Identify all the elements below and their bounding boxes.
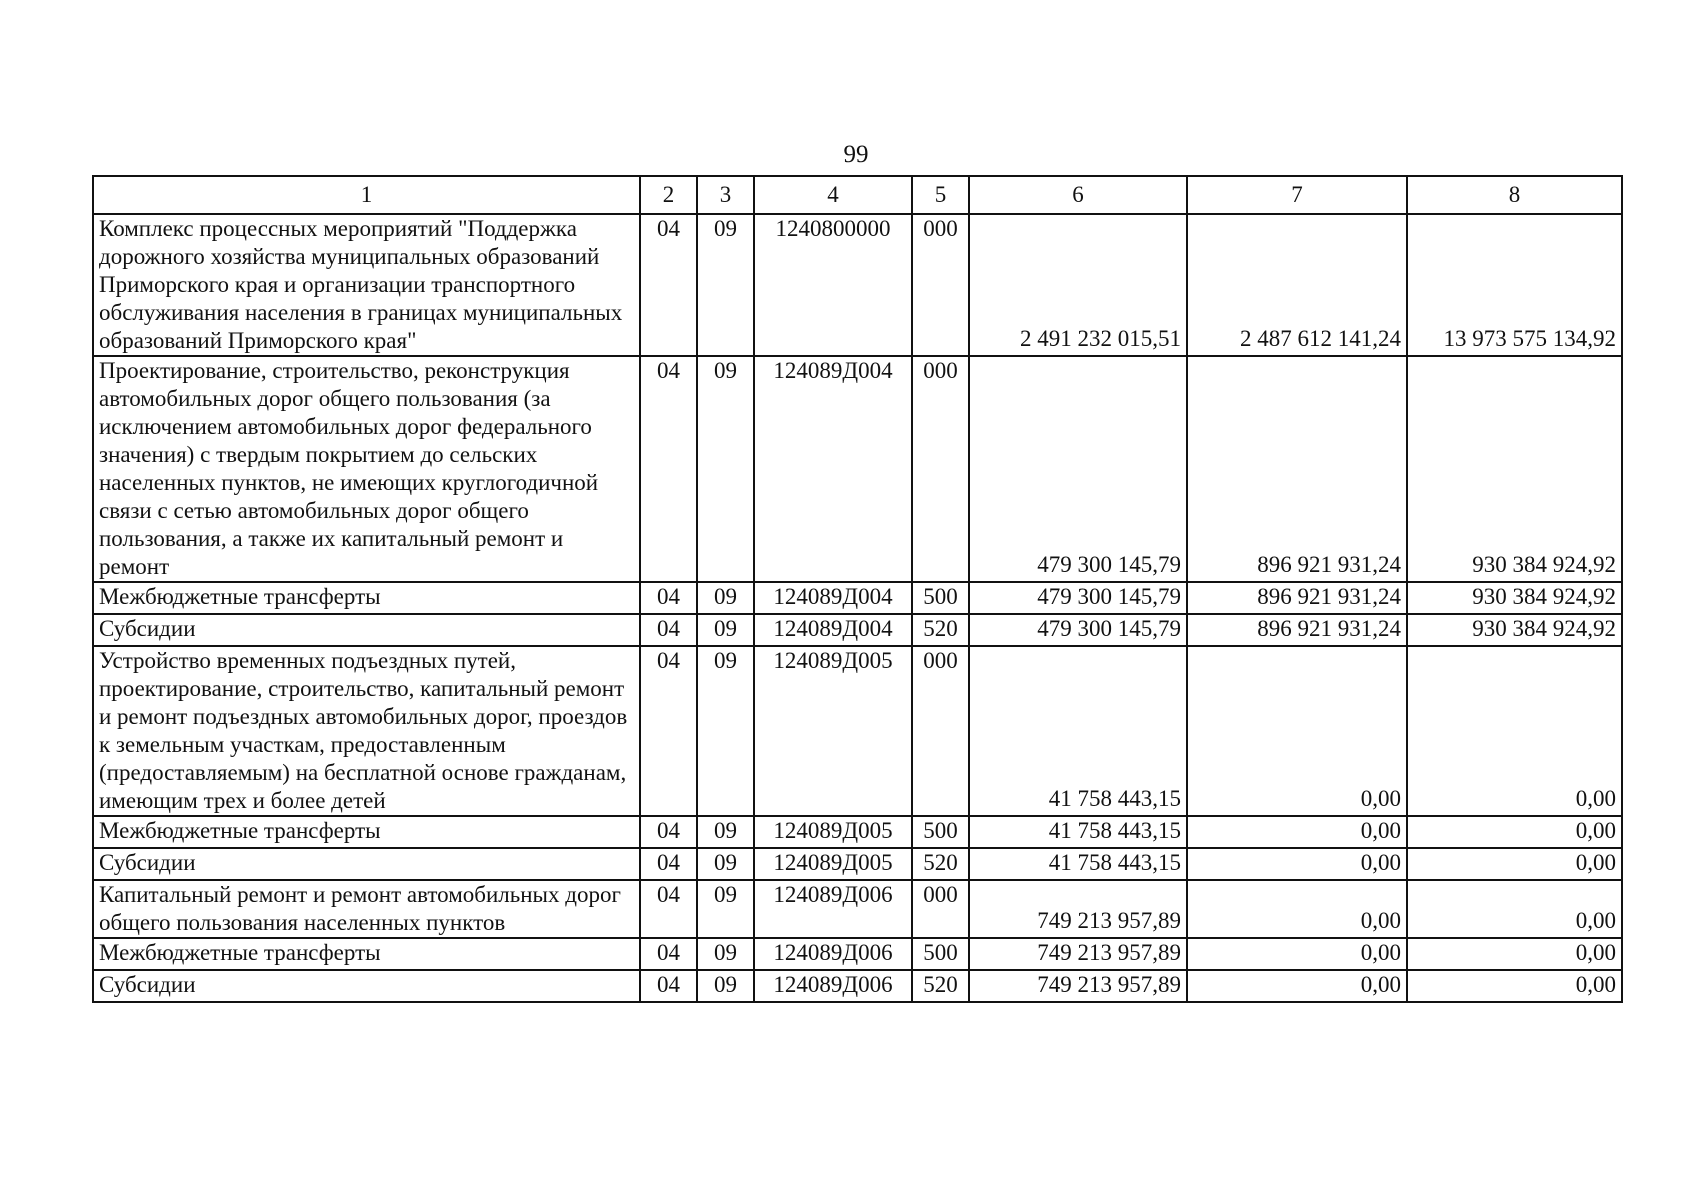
amount-col-8: 0,00 [1407, 938, 1622, 970]
expense-type-code: 000 [912, 214, 969, 356]
row-name: Проектирование, строительство, реконструкция автомобильных дорог общего пользования (за исключением автомобильных дорог федерального значения) с твердым покрытием до сельских населенных пунктов, не имеющих круглогодичной связи с сетью автомобильных дорог общего пользования, а также их капитальный ремонт и ремонт [93, 356, 640, 582]
expense-type-code: 500 [912, 938, 969, 970]
amount-col-8: 0,00 [1407, 970, 1622, 1002]
amount-col-7: 896 921 931,24 [1187, 614, 1407, 646]
page-number: 99 [843, 141, 869, 168]
row-name: Капитальный ремонт и ремонт автомобильных дорог общего пользования населенных пунктов [93, 880, 640, 938]
row-name: Межбюджетные трансферты [93, 582, 640, 614]
section-code: 04 [640, 214, 697, 356]
table-row [93, 356, 1622, 582]
amount-col-8: 0,00 [1407, 848, 1622, 880]
section-code: 04 [640, 356, 697, 582]
header-col-2: 2 [640, 176, 697, 214]
amount-col-7: 0,00 [1187, 848, 1407, 880]
amount-col-8: 0,00 [1407, 646, 1622, 816]
subsection-code: 09 [697, 646, 754, 816]
header-row [93, 176, 1622, 214]
amount-col-8: 930 384 924,92 [1407, 356, 1622, 582]
amount-col-6: 41 758 443,15 [969, 848, 1187, 880]
amount-col-8: 13 973 575 134,92 [1407, 214, 1622, 356]
amount-col-7: 0,00 [1187, 646, 1407, 816]
header-col-8: 8 [1407, 176, 1622, 214]
expense-type-code: 000 [912, 880, 969, 938]
subsection-code: 09 [697, 356, 754, 582]
amount-col-7: 0,00 [1187, 816, 1407, 848]
expense-type-code: 000 [912, 646, 969, 816]
table-row [93, 848, 1622, 880]
target-article-code: 124089Д006 [754, 938, 912, 970]
amount-col-6: 479 300 145,79 [969, 582, 1187, 614]
target-article-code: 124089Д004 [754, 582, 912, 614]
amount-col-8: 0,00 [1407, 880, 1622, 938]
expense-type-code: 520 [912, 970, 969, 1002]
row-name: Субсидии [93, 848, 640, 880]
target-article-code: 124089Д005 [754, 848, 912, 880]
amount-col-6: 749 213 957,89 [969, 970, 1187, 1002]
subsection-code: 09 [697, 848, 754, 880]
section-code: 04 [640, 880, 697, 938]
table-row [93, 214, 1622, 356]
amount-col-8: 930 384 924,92 [1407, 582, 1622, 614]
table-row [93, 646, 1622, 816]
section-code: 04 [640, 938, 697, 970]
amount-col-7: 0,00 [1187, 938, 1407, 970]
header-col-3: 3 [697, 176, 754, 214]
subsection-code: 09 [697, 880, 754, 938]
row-name: Субсидии [93, 970, 640, 1002]
target-article-code: 124089Д006 [754, 970, 912, 1002]
row-name: Межбюджетные трансферты [93, 938, 640, 970]
table-row [93, 970, 1622, 1002]
subsection-code: 09 [697, 970, 754, 1002]
amount-col-6: 479 300 145,79 [969, 356, 1187, 582]
section-code: 04 [640, 614, 697, 646]
row-name: Комплекс процессных мероприятий "Поддержка дорожного хозяйства муниципальных образований Приморского края и организации транспортного обслуживания населения в границах муниципальных образований Приморского края" [93, 214, 640, 356]
target-article-code: 124089Д005 [754, 646, 912, 816]
amount-col-6: 41 758 443,15 [969, 816, 1187, 848]
target-article-code: 124089Д004 [754, 356, 912, 582]
amount-col-7: 896 921 931,24 [1187, 582, 1407, 614]
row-name: Устройство временных подъездных путей, проектирование, строительство, капитальный ремонт и ремонт подъездных автомобильных дорог, проездов к земельным участкам, предоставленным (предоставляемым) на бесплатной основе гражданам, имеющим трех и более детей [93, 646, 640, 816]
target-article-code: 1240800000 [754, 214, 912, 356]
subsection-code: 09 [697, 582, 754, 614]
amount-col-6: 41 758 443,15 [969, 646, 1187, 816]
header-col-7: 7 [1187, 176, 1407, 214]
table-row [93, 816, 1622, 848]
table-row [93, 614, 1622, 646]
amount-col-6: 749 213 957,89 [969, 938, 1187, 970]
subsection-code: 09 [697, 214, 754, 356]
section-code: 04 [640, 582, 697, 614]
table-row [93, 582, 1622, 614]
amount-col-6: 749 213 957,89 [969, 880, 1187, 938]
section-code: 04 [640, 970, 697, 1002]
amount-col-8: 930 384 924,92 [1407, 614, 1622, 646]
target-article-code: 124089Д006 [754, 880, 912, 938]
subsection-code: 09 [697, 816, 754, 848]
header-col-1: 1 [93, 176, 640, 214]
amount-col-8: 0,00 [1407, 816, 1622, 848]
subsection-code: 09 [697, 614, 754, 646]
budget-table [92, 175, 1623, 1003]
subsection-code: 09 [697, 938, 754, 970]
target-article-code: 124089Д004 [754, 614, 912, 646]
amount-col-6: 479 300 145,79 [969, 614, 1187, 646]
expense-type-code: 520 [912, 614, 969, 646]
expense-type-code: 000 [912, 356, 969, 582]
header-col-6: 6 [969, 176, 1187, 214]
section-code: 04 [640, 848, 697, 880]
table-row [93, 880, 1622, 938]
table-row [93, 938, 1622, 970]
expense-type-code: 520 [912, 848, 969, 880]
amount-col-7: 2 487 612 141,24 [1187, 214, 1407, 356]
target-article-code: 124089Д005 [754, 816, 912, 848]
section-code: 04 [640, 816, 697, 848]
row-name: Субсидии [93, 614, 640, 646]
amount-col-7: 0,00 [1187, 880, 1407, 938]
expense-type-code: 500 [912, 816, 969, 848]
amount-col-7: 896 921 931,24 [1187, 356, 1407, 582]
header-col-4: 4 [754, 176, 912, 214]
amount-col-7: 0,00 [1187, 970, 1407, 1002]
expense-type-code: 500 [912, 582, 969, 614]
section-code: 04 [640, 646, 697, 816]
row-name: Межбюджетные трансферты [93, 816, 640, 848]
amount-col-6: 2 491 232 015,51 [969, 214, 1187, 356]
header-col-5: 5 [912, 176, 969, 214]
